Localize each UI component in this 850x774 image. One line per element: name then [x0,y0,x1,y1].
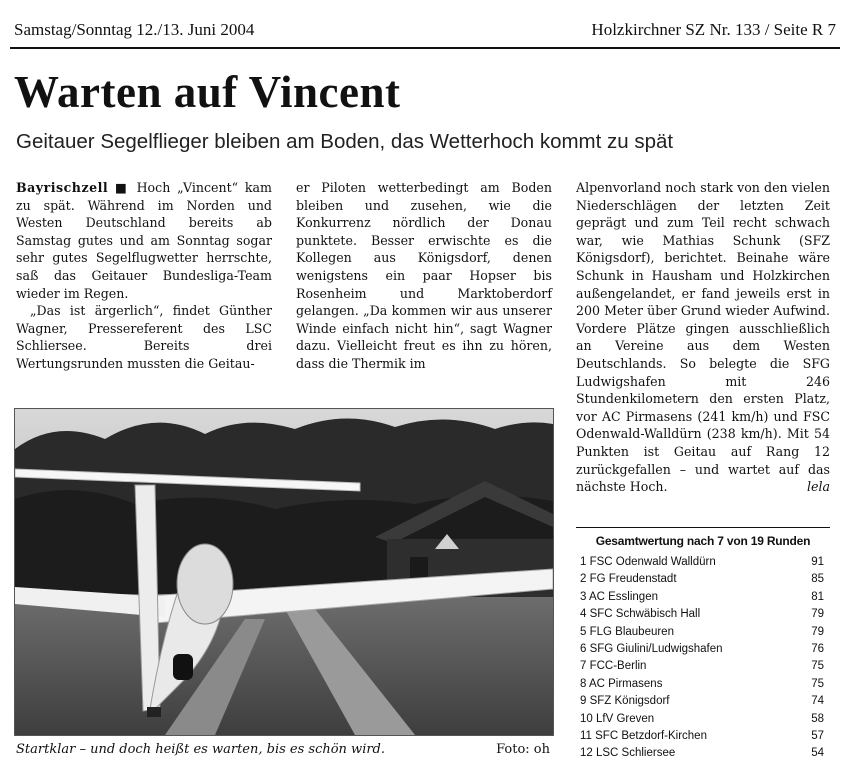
team-points: 79 [811,608,824,621]
team-name: 10 LfV Greven [580,712,655,725]
team-points: 91 [811,556,824,568]
team-name: 6 SFG Giulini/Ludwigshafen [580,642,723,655]
paragraph: „Das ist ärgerlich“, findet Günther Wagner, Pressereferent des LSC Schliersee. Bereits drei Wertungsrunden mussten die Geitau- [16,303,272,371]
team-points: 76 [811,642,824,655]
page-header [14,20,836,42]
table-row [576,728,830,745]
article-column-2 [296,179,552,373]
team-name: 9 SFZ Königsdorf [580,695,670,708]
team-points: 54 [811,747,824,760]
paragraph-text: Hoch „Vincent“ kam zu spät. Während im Norden und Westen Deutschland bereits ab Samstag gutes und am Sonntag sogar sehr gutes Segelflugwetter herrschte, saß das Geitauer Bundesliga-Team wieder im Regen. [16,180,272,301]
team-points: 75 [811,660,824,673]
table-row [576,571,830,588]
paragraph [16,179,272,302]
team-name: 7 FCC-Berlin [580,660,647,673]
article-column-3 [576,179,830,496]
article-title: Warten auf Vincent [14,67,401,117]
paragraph: er Piloten wetterbedingt am Boden bleiben und zusehen, wie die Konkurrenz nördlich der Donau punktete. Besser erwischte es die Kollegen aus Königsdorf, denen wenigstens ein paar Hopser bis Rosenheim und Marktoberdorf gelangen. „Da kommen wir aus unserer Winde einfach nicht hin“, sagt Wagner dazu. Vielleicht freut es ihn zu hören, dass die Thermik im [296,180,552,371]
issue-page: Holzkirchner SZ Nr. 133 / Seite R 7 [591,20,836,39]
team-points: 75 [811,677,824,690]
paragraph [576,179,830,496]
table-row [576,589,830,606]
dateline-square-icon: ■ [115,180,130,195]
team-name: 1 FSC Odenwald Walldürn [580,556,716,568]
table-row [576,711,830,728]
table-row [576,676,830,693]
table-row [576,624,830,641]
issue-date: Samstag/Sonntag 12./13. Juni 2004 [14,20,255,39]
table-row [576,641,830,658]
table-top-rule [576,527,830,528]
header-rule [10,47,840,49]
team-points: 58 [811,712,824,725]
team-name: 3 AC Esslingen [580,590,658,603]
dateline: Bayrischzell [16,180,109,195]
photo-credit: Foto: oh [496,742,550,757]
team-name: 12 LSC Schliersee [580,747,676,760]
team-points: 79 [811,625,824,638]
table-row [576,658,830,675]
table-row [576,745,830,762]
team-points: 85 [811,573,824,586]
photo-caption [16,742,550,757]
article-column-1 [16,179,272,373]
table-row [576,554,830,571]
glider-photo-illustration [15,409,553,735]
table-row [576,606,830,623]
standings-table [576,527,830,763]
team-name: 4 SFC Schwäbisch Hall [580,608,701,621]
paragraph-text: Alpenvorland noch stark von den vielen Niederschlägen der letzten Zeit geprägt und zum Teil recht schwach war, wie Mathias Schunk (SFZ Königsdorf), berichtet. Beinahe wäre Schunk in Hausham und Holzkirchen außengelandet, er fand jeweils erst in 200 Meter über Grund wieder Aufwind. Vordere Plätze gingen ausschließlich an Vereine aus dem Westen Deutschlands. So belegte die SFG Ludwigshafen mit 246 Stundenkilometern den ersten Platz, vor AC Pirmasens (241 km/h) und FSC Odenwald-Walldürn (238 km/h). Mit 54 Punkten ist Geitau auf Rang 12 zurückgefallen – und wartet auf das nächste Hoch. [576,180,830,495]
team-name: 8 AC Pirmasens [580,677,663,690]
author-signature: lela [806,479,830,495]
caption-text: Startklar – und doch heißt es warten, bis es schön wird. [16,742,386,757]
team-points: 57 [811,729,824,742]
team-name: 11 SFC Betzdorf-Kirchen [580,729,707,742]
team-name: 2 FG Freudenstadt [580,573,677,586]
team-name: 5 FLG Blaubeuren [580,625,674,638]
team-points: 74 [811,695,824,708]
standings-title: Gesamtwertung nach 7 von 19 Runden [595,534,811,548]
article-subtitle: Geitauer Segelflieger bleiben am Boden, das Wetterhoch kommt zu spät [16,130,674,153]
article-photo [14,408,554,736]
team-points: 81 [811,590,824,603]
table-row [576,693,830,710]
